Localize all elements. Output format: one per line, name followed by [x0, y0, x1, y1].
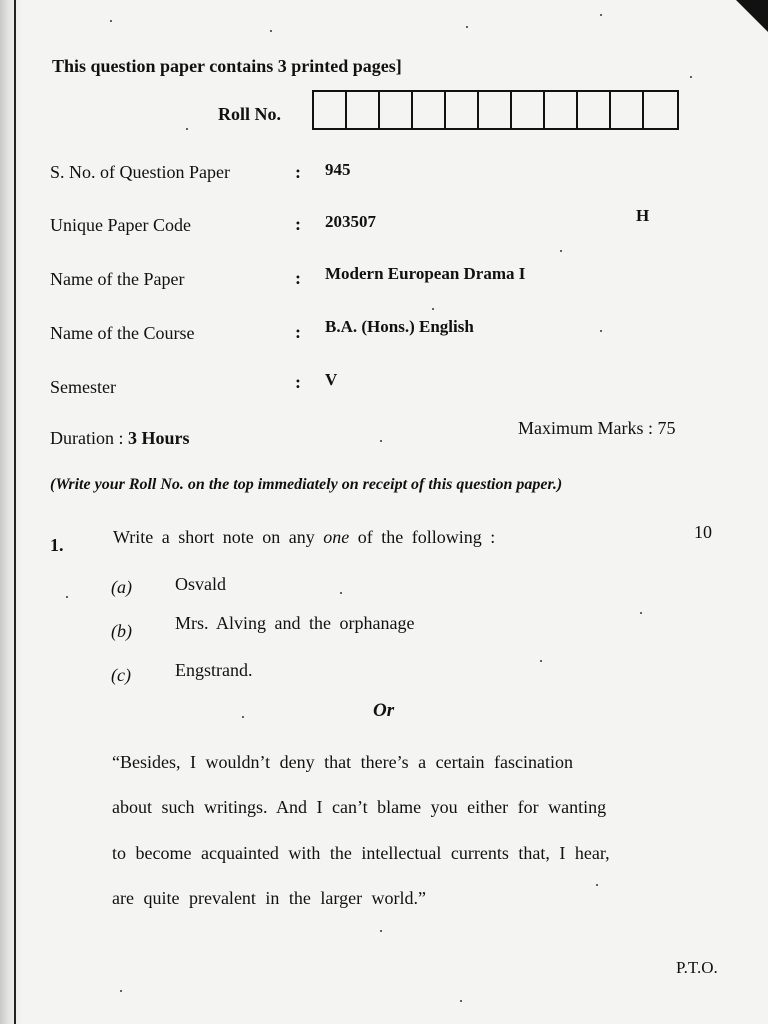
- scan-speck: [380, 930, 382, 932]
- option-text: Engstrand.: [175, 660, 253, 680]
- duration-value: 3 Hours: [128, 428, 190, 448]
- scan-speck: [66, 596, 68, 598]
- scan-speck: [432, 308, 434, 310]
- field-label-paper-name: Name of the Paper: [50, 269, 185, 289]
- quote-line: to become acquainted with the intellectual currents that, I hear,: [112, 843, 610, 863]
- option-text: Osvald: [175, 574, 226, 594]
- scan-speck: [270, 30, 272, 32]
- field-colon: :: [295, 162, 301, 182]
- duration-line: [50, 428, 190, 449]
- scan-speck: [380, 440, 382, 442]
- roll-number-box[interactable]: [446, 92, 479, 128]
- question-text-end: of the following :: [349, 527, 496, 547]
- field-value-serial-no: 945: [325, 160, 351, 179]
- roll-number-box[interactable]: [479, 92, 512, 128]
- roll-number-box[interactable]: [413, 92, 446, 128]
- scan-speck: [120, 990, 122, 992]
- question-number: 1.: [50, 535, 64, 555]
- scan-speck: [640, 612, 642, 614]
- scan-speck: [466, 26, 468, 28]
- roll-number-label: Roll No.: [218, 104, 281, 124]
- option-letter: (c): [111, 665, 131, 685]
- roll-number-box[interactable]: [644, 92, 677, 128]
- field-value-paper-code: 203507: [325, 212, 376, 231]
- option-letter: (b): [111, 621, 132, 641]
- question-text: [113, 527, 495, 548]
- scan-speck: [596, 884, 598, 886]
- paper-code-letter: H: [636, 206, 650, 225]
- roll-number-box[interactable]: [512, 92, 545, 128]
- maximum-marks: Maximum Marks : 75: [518, 418, 676, 438]
- field-value-paper-name: Modern European Drama I: [325, 264, 526, 283]
- roll-number-box[interactable]: [380, 92, 413, 128]
- please-turn-over: P.T.O.: [676, 958, 718, 977]
- scan-speck: [460, 1000, 462, 1002]
- field-colon: :: [295, 322, 301, 342]
- quote-line: “Besides, I wouldn’t deny that there’s a certain fascination: [112, 752, 574, 772]
- scan-speck: [690, 76, 692, 78]
- scan-speck: [110, 20, 112, 22]
- quote-line: are quite prevalent in the larger world.”: [112, 888, 427, 908]
- roll-number-box[interactable]: [347, 92, 380, 128]
- scan-speck: [186, 128, 188, 130]
- option-text: Mrs. Alving and the orphanage: [175, 613, 415, 633]
- roll-number-box[interactable]: [611, 92, 644, 128]
- scan-speck: [340, 592, 342, 594]
- option-letter: (a): [111, 577, 132, 597]
- quote-line: about such writings. And I can’t blame you either for wanting: [112, 797, 607, 817]
- field-colon: :: [295, 268, 301, 288]
- field-value-semester: V: [325, 370, 338, 389]
- field-colon: :: [295, 372, 301, 392]
- scan-binding-edge: [0, 0, 22, 1024]
- roll-number-box[interactable]: [578, 92, 611, 128]
- roll-number-box[interactable]: [314, 92, 347, 128]
- question-text-start: Write a short note on any: [113, 527, 324, 547]
- duration-label: Duration :: [50, 428, 128, 448]
- field-label-paper-code: Unique Paper Code: [50, 215, 191, 235]
- field-label-course-name: Name of the Course: [50, 323, 195, 343]
- roll-number-boxes[interactable]: [312, 90, 679, 130]
- scan-speck: [242, 716, 244, 718]
- scan-speck: [600, 330, 602, 332]
- roll-number-box[interactable]: [545, 92, 578, 128]
- pages-count-line: This question paper contains 3 printed pages]: [52, 56, 402, 76]
- field-label-semester: Semester: [50, 377, 116, 397]
- scan-speck: [600, 14, 602, 16]
- roll-number-instruction: (Write your Roll No. on the top immediately on receipt of this question paper.): [50, 476, 563, 493]
- field-label-serial-no: S. No. of Question Paper: [50, 162, 230, 182]
- question-text-emphasis: one: [323, 527, 350, 547]
- field-value-course-name: B.A. (Hons.) English: [325, 317, 474, 336]
- scan-speck: [540, 660, 542, 662]
- page-corner-fold: [736, 0, 768, 32]
- question-marks: 10: [694, 522, 712, 542]
- field-colon: :: [295, 214, 301, 234]
- scan-speck: [560, 250, 562, 252]
- or-separator: Or: [373, 700, 395, 721]
